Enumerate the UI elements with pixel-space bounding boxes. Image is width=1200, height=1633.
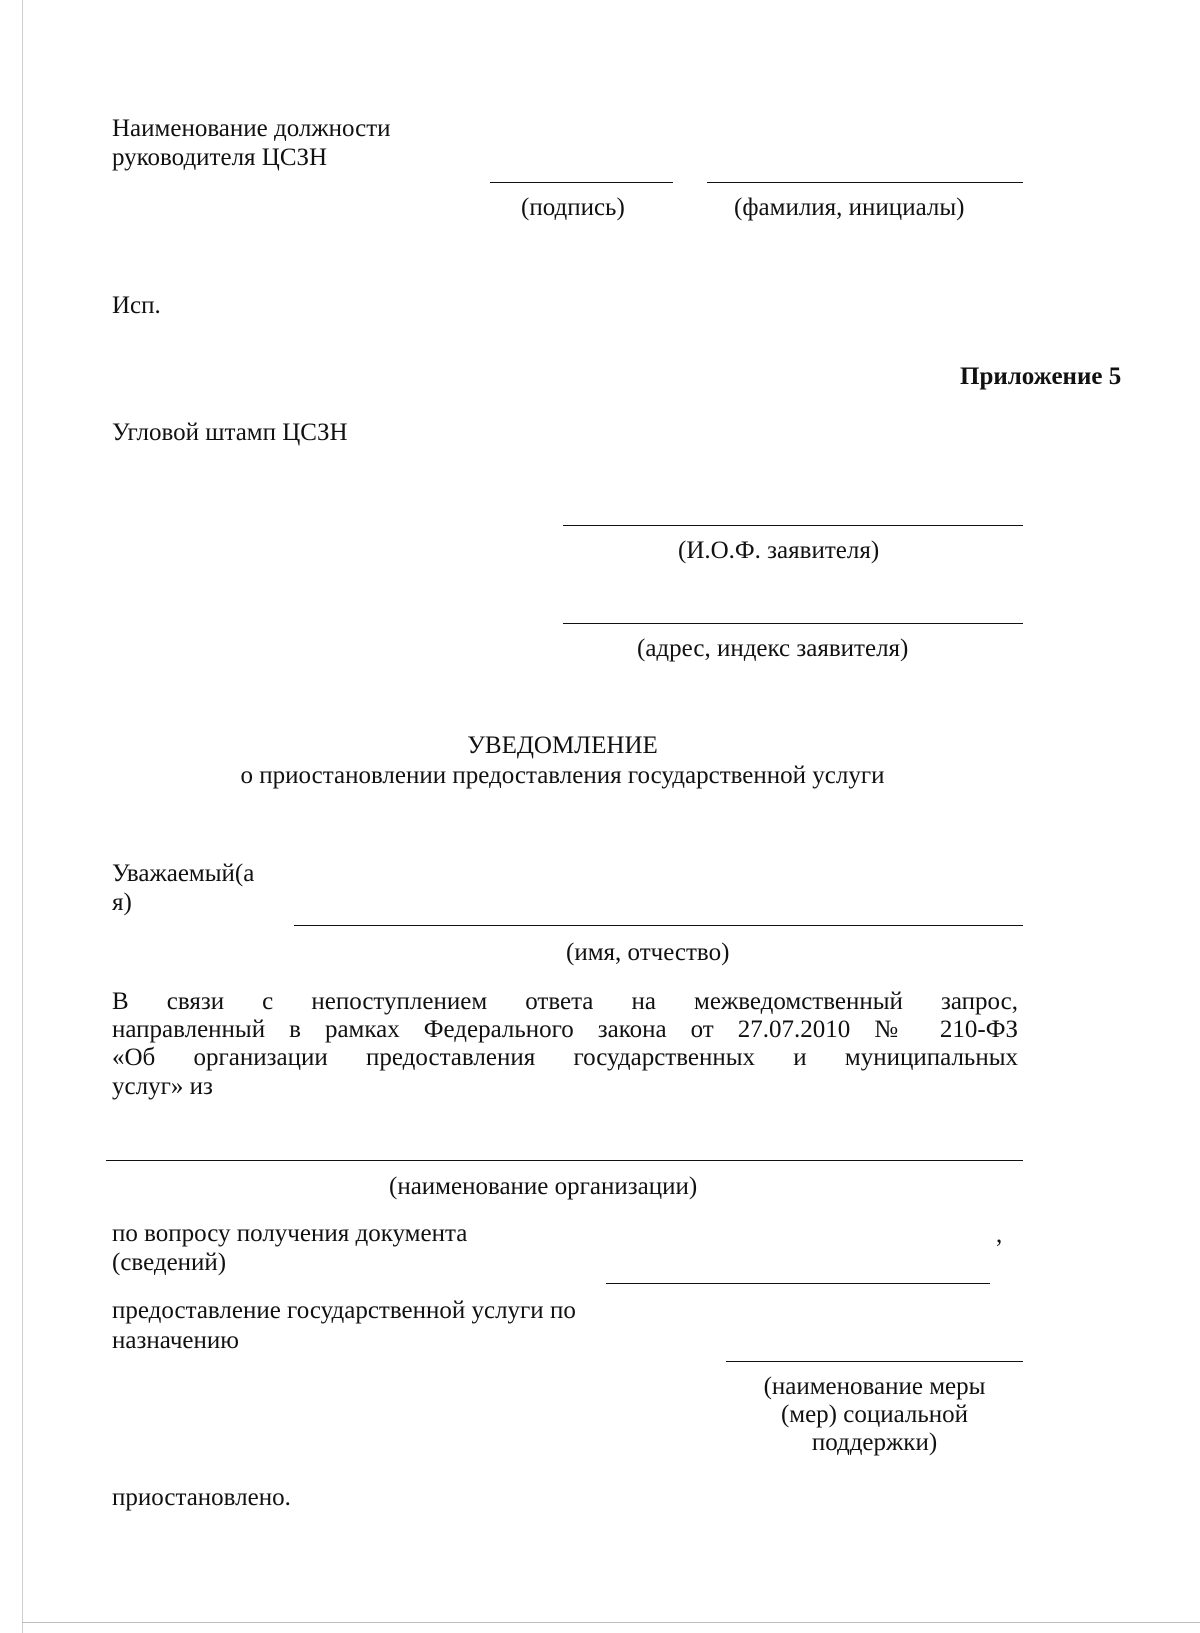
scan-left-edge: [22, 0, 23, 1633]
corner-stamp-label: Угловой штамп ЦСЗН: [112, 419, 348, 446]
body-line4: услуг» из: [112, 1073, 213, 1100]
notice-subtitle: о приостановлении предоставления государственной услуги: [240, 762, 885, 789]
organization-caption: (наименование организации): [389, 1173, 698, 1200]
support-measure-caption-line1: (наименование меры: [763, 1373, 986, 1400]
name-line: [707, 182, 1023, 183]
suspended-text: приостановлено.: [112, 1484, 291, 1511]
executor-label: Исп.: [112, 292, 161, 319]
support-measure-caption-line3: поддержки): [811, 1429, 938, 1456]
recipient-name-caption: (имя, отчество): [566, 939, 730, 966]
organization-line: [106, 1160, 1023, 1161]
document-request-line2: (сведений): [112, 1249, 227, 1276]
applicant-fio-line: [563, 525, 1023, 526]
greeting-line1: Уважаемый(а: [112, 860, 255, 887]
support-measure-caption-line2: (мер) социальной: [780, 1401, 969, 1428]
body-line3: «Об организации предоставления государственных и муниципальных: [112, 1044, 1018, 1071]
greeting-line2: я): [112, 889, 132, 916]
signature-caption: (подпись): [521, 194, 625, 221]
support-measure-line: [726, 1361, 1023, 1362]
body-line2: направленный в рамках Федерального закона от 27.07.2010 № 210-ФЗ: [112, 1016, 1018, 1043]
recipient-name-line: [294, 925, 1023, 926]
scan-bottom-edge: [22, 1622, 1200, 1623]
notice-title: УВЕДОМЛЕНИЕ: [467, 732, 658, 759]
body-line1: В связи с непоступлением ответа на межведомственный запрос,: [112, 988, 1018, 1015]
applicant-address-caption: (адрес, индекс заявителя): [637, 635, 909, 662]
applicant-address-line: [563, 623, 1023, 624]
comma-mark: ,: [996, 1221, 1003, 1248]
document-request-line1: по вопросу получения документа: [112, 1220, 468, 1247]
applicant-fio-caption: (И.О.Ф. заявителя): [678, 537, 880, 564]
signature-line: [490, 182, 673, 183]
position-title-line2: руководителя ЦСЗН: [112, 144, 328, 171]
position-title-line1: Наименование должности: [112, 115, 391, 142]
document-name-line: [606, 1283, 990, 1284]
appendix-label: Приложение 5: [960, 363, 1122, 390]
service-line1: предоставление государственной услуги по: [112, 1297, 576, 1324]
name-caption: (фамилия, инициалы): [734, 194, 965, 221]
service-line2: назначению: [112, 1327, 239, 1354]
